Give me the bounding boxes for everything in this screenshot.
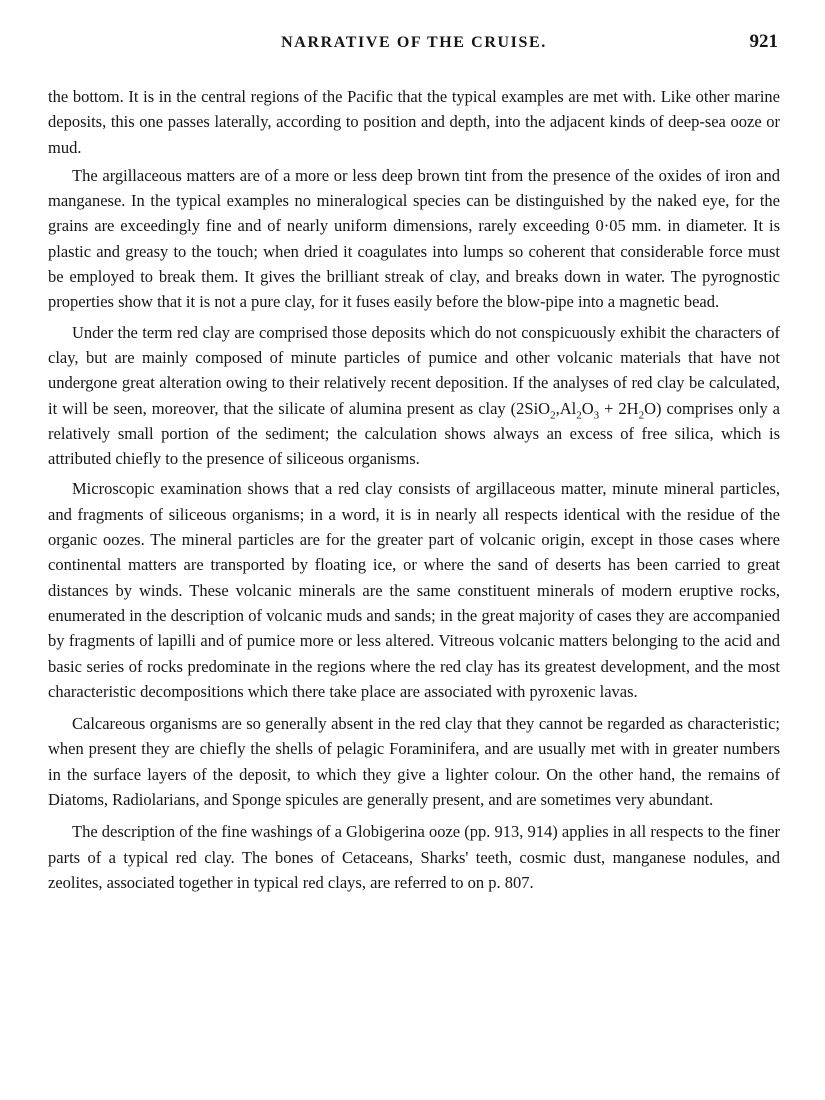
paragraph-continuation: the bottom. It is in the central regions of the Pacific that the typical examples are met with. Like other marine deposits, this one passes laterally, according to position and depth, into the adjacent kinds of deep-sea ooze or mud. bbox=[48, 87, 780, 157]
running-title: NARRATIVE OF THE CRUISE. bbox=[281, 34, 547, 51]
paragraph-text-before-formula: Under the term red clay are comprised those deposits which do not conspicuously exhibit the characters of clay, but are mainly composed of minute particles of pumice and other volcanic materials that have not undergone great alteration owing to their relatively recent deposition. If the analyses of red clay be calculated, it will be seen, moreover, that the silicate of alumina present as clay ( bbox=[48, 322, 780, 418]
paragraph-microscopic-examination: Microscopic examination shows that a red clay consists of argillaceous matter, minute mineral particles, and fragments of siliceous organisms; in a word, it is in nearly all respects identical with the residue of the organic oozes. The mineral particles are for the greater part of volcanic origin, except in those cases where continental matters are transported by floating ice, or where the sand of deserts has been carried to great distances by winds. These volcanic minerals are the same constituent minerals of modern eruptive rocks, enumerated in the description of volcanic muds and sands; in the great majority of cases they are accompanied by fragments of lapilli and of pumice more or less altered. Vitreous volcanic matters belonging to the acid and basic series of rocks predominate in the regions where the red clay has its greatest development, and the most characteristic decompositions which there take place are associated with pyroxenic lavas. bbox=[48, 479, 780, 701]
formula-water-part: + 2H bbox=[599, 398, 639, 418]
paragraph-red-clay-term bbox=[48, 320, 780, 472]
page-number: 921 bbox=[749, 31, 778, 52]
document-page bbox=[48, 31, 780, 895]
body-text bbox=[48, 84, 780, 895]
paragraph-globigerina-description: The description of the fine washings of a Globigerina ooze (pp. 913, 914) applies in all respects to the finer parts of a typical red clay. The bones of Cetaceans, Sharks' teeth, cosmic dust, manganese nodules, and zeolites, associated together in typical red clays, are referred to on p. 807. bbox=[48, 822, 780, 892]
formula-oxygen-part: O bbox=[581, 398, 594, 418]
formula-subscript: 2 bbox=[550, 408, 556, 421]
formula-water-oxygen: O bbox=[644, 398, 656, 418]
paragraph-text-after-formula: ) comprises only a relatively small portion of the sediment; the calculation shows always an excess of free silica, which is attributed chiefly to the presence of siliceous organisms. bbox=[48, 398, 780, 469]
chemical-formula bbox=[516, 398, 656, 421]
formula-subscript: 2 bbox=[576, 408, 582, 421]
running-header bbox=[48, 31, 780, 64]
formula-alumina-part: ,Al bbox=[555, 398, 577, 418]
formula-silica-part: 2SiO bbox=[516, 398, 551, 418]
paragraph-calcareous-organisms: Calcareous organisms are so generally absent in the red clay that they cannot be regarded as characteristic; when present they are chiefly the shells of pelagic Foraminifera, and are usually met with in greater numbers in the surface layers of the deposit, to which they give a lighter colour. On the other hand, the remains of Diatoms, Radiolarians, and Sponge spicules are generally present, and are sometimes very abundant. bbox=[48, 714, 780, 810]
formula-subscript: 3 bbox=[593, 408, 600, 421]
paragraph-argillaceous-matters: The argillaceous matters are of a more or less deep brown tint from the presence of the oxides of iron and manganese. In the typical examples no mineralogical species can be distinguished by the naked eye, for the grains are exceedingly fine and of nearly uniform dimensions, rarely exceeding 0·05 mm. in diameter. It is plastic and greasy to the touch; when dried it coagulates into lumps so coherent that considerable force must be employed to break them. It gives the brilliant streak of clay, and breaks down in water. The pyrognostic properties show that it is not a pure clay, for it fuses easily before the blow-pipe into a magnetic bead. bbox=[48, 165, 780, 312]
formula-subscript: 2 bbox=[638, 408, 645, 421]
